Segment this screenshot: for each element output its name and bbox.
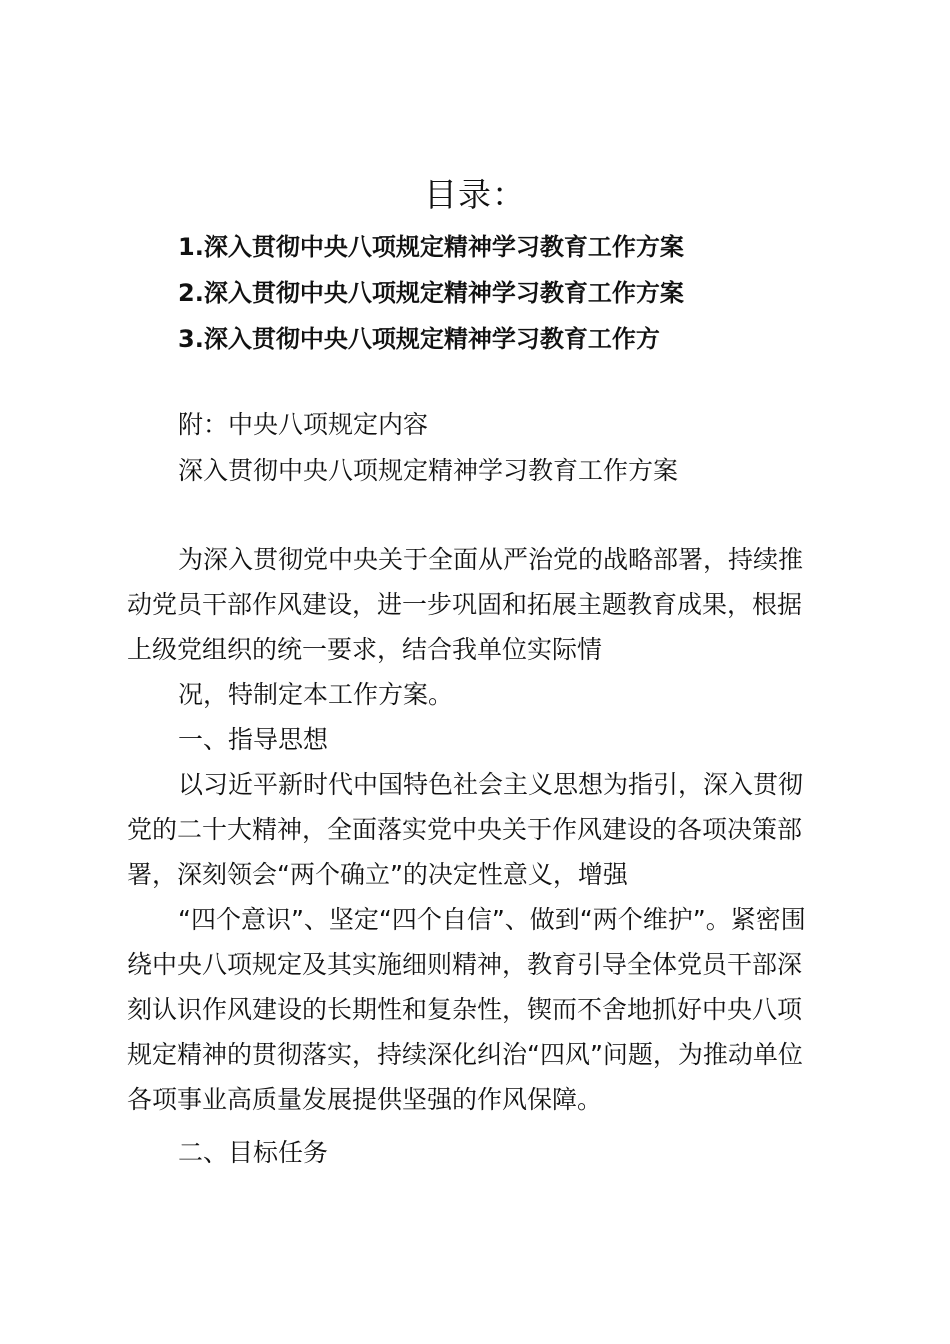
document-heading: 深入贯彻中央八项规定精神学习教育工作方案 — [178, 456, 679, 485]
paragraph-line: 况，特制定本工作方案。 — [178, 680, 454, 709]
table-of-contents — [178, 224, 878, 362]
toc-item-2[interactable]: 2.深入贯彻中央八项规定精神学习教育工作方案 — [178, 279, 684, 307]
paragraph-line: “四个意识”、坚定“四个自信”、做到“两个维护”。紧密围 — [178, 905, 806, 934]
paragraph-line: 规定精神的贯彻落实，持续深化纠治“四风”问题，为推动单位 — [127, 1040, 803, 1069]
paragraph-line: 各项事业高质量发展提供坚强的作风保障。 — [127, 1085, 603, 1114]
appendix-block — [178, 402, 878, 494]
toc-item-1[interactable]: 1.深入贯彻中央八项规定精神学习教育工作方案 — [178, 233, 684, 261]
paragraph-line: 绕中央八项规定及其实施细则精神，教育引导全体党员干部深 — [127, 950, 803, 979]
paragraph-line: 党的二十大精神，全面落实党中央关于作风建设的各项决策部 — [127, 815, 803, 844]
section-heading-1: 一、指导思想 — [178, 725, 329, 754]
toc-item-3[interactable]: 3.深入贯彻中央八项规定精神学习教育工作方 — [178, 325, 660, 353]
section-heading-2: 二、目标任务 — [178, 1138, 329, 1167]
paragraph-line: 上级党组织的统一要求，结合我单位实际情 — [127, 635, 603, 664]
page-title: 目录： — [424, 175, 526, 214]
paragraph-line: 动党员干部作风建设，进一步巩固和拓展主题教育成果，根据 — [127, 590, 803, 619]
appendix-line: 附：中央八项规定内容 — [178, 410, 429, 439]
paragraph-line: 刻认识作风建设的长期性和复杂性，锲而不舍地抓好中央八项 — [127, 995, 803, 1024]
paragraph-line: 以习近平新时代中国特色社会主义思想为指引，深入贯彻 — [178, 770, 804, 799]
document-body — [127, 537, 827, 1175]
paragraph-line: 署，深刻领会“两个确立”的决定性意义，增强 — [127, 860, 628, 889]
paragraph-line: 为深入贯彻党中央关于全面从严治党的战略部署，持续推 — [178, 545, 804, 574]
